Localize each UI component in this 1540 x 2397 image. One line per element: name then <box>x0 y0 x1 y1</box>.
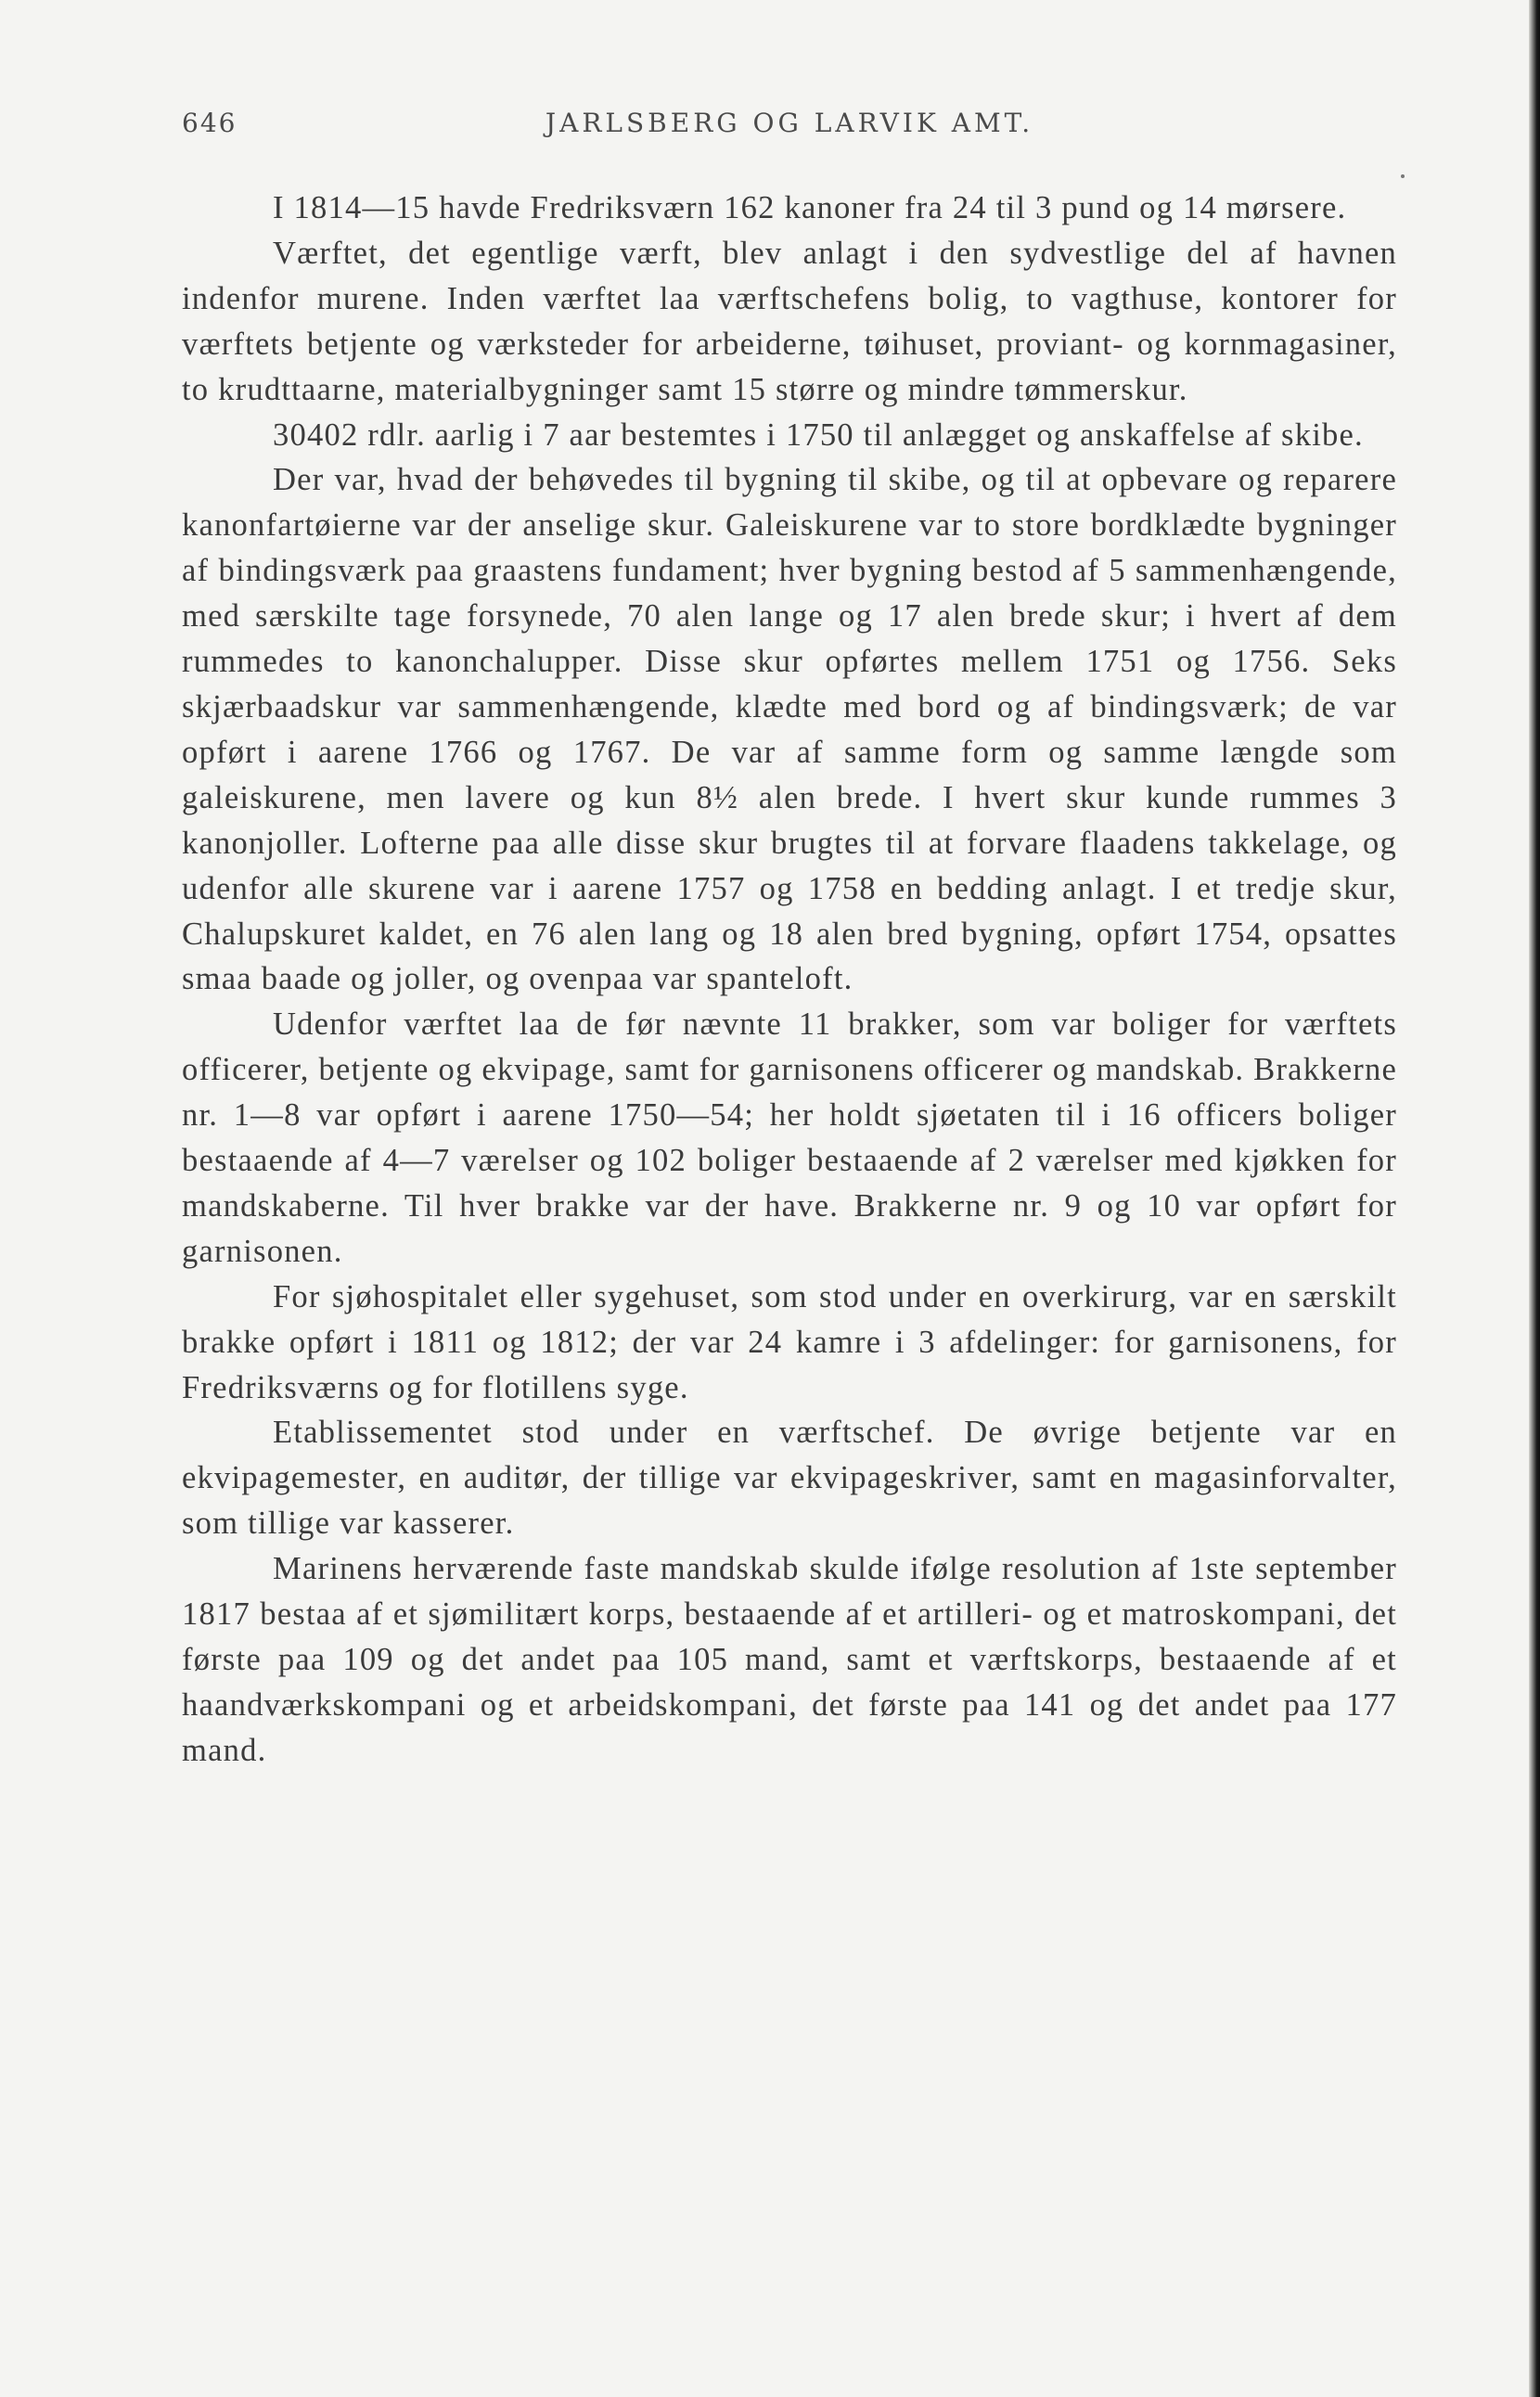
running-title: JARLSBERG OG LARVIK AMT. <box>545 108 1034 138</box>
paragraph-staff: Etablissementet stod under en værftschef. De øvrige betjente var en ekvipagemester, en auditør, der tillige var ekvipageskriver, samt en magasinforvalter, som tillige var kasserer. <box>182 1415 1397 1542</box>
page-edge-shadow <box>1529 0 1540 2397</box>
paragraph-funding: 30402 rdlr. aarlig i 7 aar bestemtes i 1750 til anlægget og anskaffelse af skibe. <box>273 417 1364 453</box>
body-text <box>182 186 1397 1774</box>
page-number: 646 <box>182 108 237 138</box>
paragraph-sheds: Der var, hvad der behøvedes til bygning til skibe, og til at opbevare og reparere kanonfartøierne var der anselige skur. Galeiskurene var to store bordklædte bygninger af bindingsværk paa graastens fundament; hver bygning bestod af 5 sammenhængende, med særskilte tage forsynede, 70 alen lange og 17 alen brede skur; i hvert af dem rummedes to kanonchalupper. Disse skur opførtes mellem 1751 og 1756. Seks skjærbaadskur var sammenhængende, klædte med bord og af bindingsværk; de var opført i aarene 1766 og 1767. De var af samme form og samme længde som galeiskurene, men lavere og kun 8½ alen brede. I hvert skur kunde rummes 3 kanonjoller. Lofterne paa alle disse skur brugtes til at forvare flaadens takkelage, og udenfor alle skurene var i aarene 1757 og 1758 en bedding anlagt. I et tredje skur, Chalupskuret kaldet, en 76 alen lang og 18 alen bred bygning, opført 1754, opsattes smaa baade og joller, og ovenpaa var spanteloft. <box>182 462 1397 997</box>
paragraph-personnel: Marinens herværende faste mandskab skulde ifølge resolution af 1ste september 1817 bestaa af et sjømilitært korps, bestaaende af et artilleri- og et matroskompani, det første paa 109 og det andet paa 105 mand, samt et værftskorps, bestaaende af et haandværkskompani og et arbeidskompani, det første paa 141 og det andet paa 177 mand. <box>182 1551 1397 1768</box>
paragraph-hospital: For sjøhospitalet eller sygehuset, som stod under en overkirurg, var en særskilt brakke opført i 1811 og 1812; der var 24 kamre i 3 afdelinger: for garnisonens, for Fredriksværns og for flotillens syge. <box>182 1278 1397 1405</box>
paragraph-barracks: Udenfor værftet laa de før nævnte 11 brakker, som var boliger for værftets officerer, betjente og ekvipage, samt for garnisonens officerer og mandskab. Brakkerne nr. 1—8 var opført i aarene 1750—54; her holdt sjøetaten til i 16 officers boliger bestaaende af 4—7 værelser og 102 boliger bestaaende af 2 værelser med kjøkken for mandskaberne. Til hver brakke var der have. Brakkerne nr. 9 og 10 var opført for garnisonen. <box>182 1006 1397 1269</box>
page-header <box>182 108 1397 148</box>
paragraph-cannons: I 1814—15 havde Fredriksværn 162 kanoner fra 24 til 3 pund og 14 mørsere. <box>273 190 1347 225</box>
print-speck <box>1401 174 1405 178</box>
paragraph-shipyard: Værftet, det egentlige værft, blev anlagt i den sydvestlige del af havnen indenfor murene. Inden værftet laa værftschefens bolig, to vagthuse, kontorer for værftets betjente og værksteder for arbeiderne, tøihuset, proviant- og kornmagasiner, to krudttaarne, materialbygninger samt 15 større og mindre tømmerskur. <box>182 235 1397 407</box>
